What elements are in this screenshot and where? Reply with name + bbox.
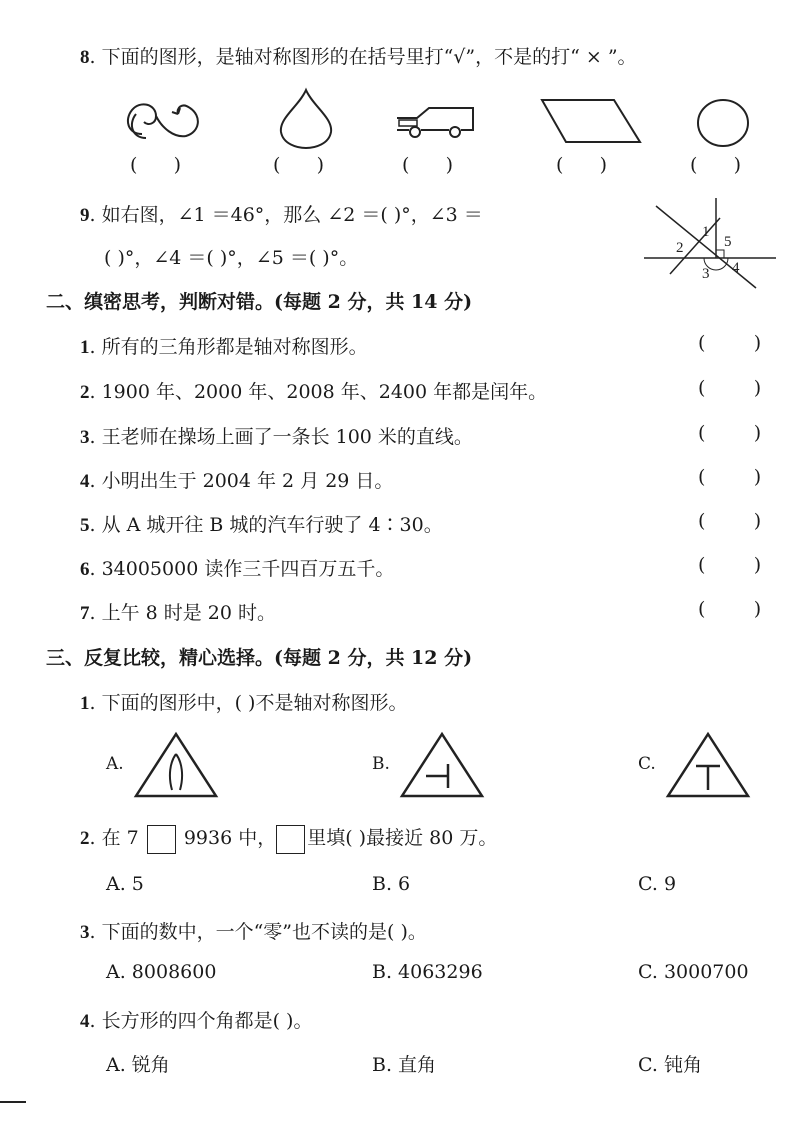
question-text: . 如右图，∠1 ＝46°，那么 ∠2 ＝( )°，∠3 ＝ [89, 204, 483, 226]
answer-blank[interactable]: ( ) [690, 154, 742, 176]
option-label-a[interactable]: A. [106, 754, 124, 774]
judge-item-2: 2. 1900 年、2000 年、2008 年、2400 年都是闰年。 [80, 381, 548, 403]
option-a[interactable]: A. 5 [106, 873, 144, 895]
section-2-title: 二、缜密思考，判断对错。(每题 2 分，共 14 分) [46, 291, 473, 313]
answer-blank[interactable]: ( ) [402, 154, 454, 176]
option-b[interactable]: B. 6 [372, 873, 411, 895]
angle-label-3: 3 [702, 266, 710, 282]
angle-figure [644, 196, 779, 288]
choice-question-1: 1. 下面的图形中，( )不是轴对称图形。 [80, 692, 408, 714]
digit-box[interactable] [147, 825, 176, 854]
option-c[interactable]: C. 9 [638, 873, 677, 895]
angle-label-1: 1 [702, 224, 710, 240]
road-sign-triangle-b[interactable] [398, 730, 486, 800]
option-b[interactable]: B. 直角 [372, 1054, 437, 1076]
answer-blank[interactable]: ( ) [698, 554, 762, 576]
option-c[interactable]: C. 3000700 [638, 961, 749, 983]
circle-shape [696, 98, 750, 148]
parallelogram-shape [540, 98, 642, 144]
judge-item-3: 3. 王老师在操场上画了一条长 100 米的直线。 [80, 426, 473, 448]
judge-item-4: 4. 小明出生于 2004 年 2 月 29 日。 [80, 470, 394, 492]
answer-blank[interactable]: ( ) [698, 332, 762, 354]
answer-blank[interactable]: ( ) [698, 466, 762, 488]
answer-blank[interactable]: ( ) [556, 154, 608, 176]
choice-question-2: 2. 在 7 9936 中， 里填( )最接近 80 万。 [80, 823, 497, 854]
judge-item-7: 7. 上午 8 时是 20 时。 [80, 602, 277, 624]
question-text: ( )°，∠4 ＝( )°，∠5 ＝( )°。 [104, 247, 359, 269]
road-sign-triangle-c[interactable] [664, 730, 752, 800]
section-3-title: 三、反复比较，精心选择。(每题 2 分，共 12 分) [46, 647, 473, 669]
judge-item-1: 1. 所有的三角形都是轴对称图形。 [80, 336, 368, 358]
road-sign-triangle-a[interactable] [132, 730, 220, 800]
answer-blank[interactable]: ( ) [273, 154, 325, 176]
choice-question-3: 3. 下面的数中，一个“零”也不读的是( )。 [80, 921, 427, 943]
question-number: 9 [80, 205, 90, 226]
question-text: . 下面的图形，是轴对称图形的在括号里打“√”，不是的打“ × ”。 [89, 46, 637, 68]
option-b[interactable]: B. 4063296 [372, 961, 483, 983]
answer-blank[interactable]: ( ) [698, 422, 762, 444]
question-8 [80, 42, 637, 69]
option-a[interactable]: A. 8008600 [106, 961, 217, 983]
option-a[interactable]: A. 锐角 [106, 1054, 170, 1076]
answer-blank[interactable]: ( ) [130, 154, 182, 176]
judge-item-6: 6. 34005000 读作三千四百万五千。 [80, 558, 395, 580]
choice-question-4: 4. 长方形的四个角都是( )。 [80, 1010, 313, 1032]
teardrop-shape [275, 88, 337, 150]
footer-rule [0, 1101, 26, 1103]
angle-label-4: 4 [732, 260, 740, 276]
angle-label-5: 5 [724, 234, 732, 250]
angle-label-2: 2 [676, 240, 684, 256]
option-c[interactable]: C. 钝角 [638, 1054, 702, 1076]
digit-box [276, 825, 305, 854]
question-9-line1 [80, 200, 483, 227]
judge-item-5: 5. 从 A 城开往 B 城的汽车行驶了 4∶30。 [80, 514, 443, 536]
option-label-c[interactable]: C. [638, 754, 656, 774]
question-number: 8 [80, 47, 90, 68]
spiral-s-shape [122, 98, 204, 144]
question-9-line2 [104, 243, 358, 270]
answer-blank[interactable]: ( ) [698, 510, 762, 532]
answer-blank[interactable]: ( ) [698, 377, 762, 399]
answer-blank[interactable]: ( ) [698, 598, 762, 620]
option-label-b[interactable]: B. [372, 754, 390, 774]
car-shape [395, 104, 477, 138]
